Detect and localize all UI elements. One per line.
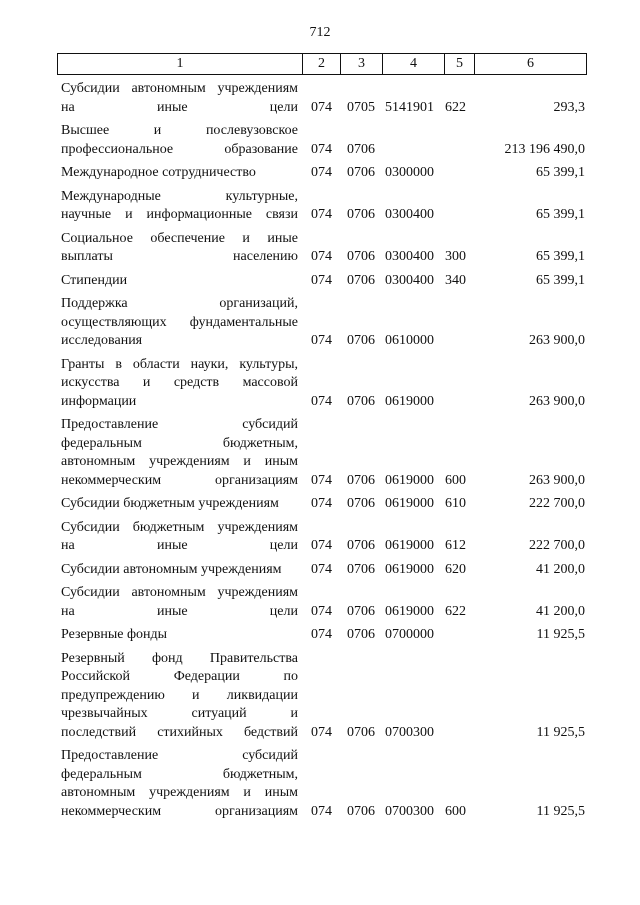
row-cell-c2: 074 (311, 496, 332, 511)
row-cell-c3: 0706 (347, 333, 375, 348)
row-cell-c2: 074 (311, 272, 332, 288)
table-body (0, 80, 640, 821)
header-col-4: 4 (383, 54, 445, 74)
row-cell-c6: 263 900,0 (529, 393, 585, 409)
row-cell-c4: 0619000 (385, 603, 434, 619)
row-cell-c2: 074 (311, 603, 332, 619)
row-cell-c6: 263 900,0 (529, 472, 585, 488)
row-description: Субсидии бюджетным учреждениям на иные цели (61, 519, 298, 553)
row-cell-c4: 0300400 (385, 249, 434, 264)
row-cell-c2: 074 (311, 141, 332, 157)
row-cell-c3: 0706 (347, 165, 375, 180)
row-cell-c5: 622 (445, 99, 466, 115)
row-description: Поддержка организаций, осуществляющих фундаментальные исследования (61, 296, 298, 348)
table-row (0, 188, 640, 225)
row-cell-c6: 11 925,5 (536, 803, 585, 819)
table-row (0, 561, 640, 580)
row-cell-c3: 0706 (347, 496, 375, 511)
table-row (0, 295, 640, 351)
row-cell-c3: 0706 (347, 603, 375, 619)
row-description: Гранты в области науки, культуры, искусства и средств массовой информации (61, 356, 298, 409)
row-cell-c2: 074 (311, 165, 332, 180)
row-cell-c6: 293,3 (553, 99, 585, 115)
table-row (0, 416, 640, 490)
row-cell-c3: 0706 (347, 141, 375, 157)
row-cell-c6: 65 399,1 (536, 249, 585, 264)
row-cell-c2: 074 (311, 393, 332, 409)
row-cell-c4: 0300000 (385, 165, 434, 180)
row-cell-c3: 0706 (347, 724, 375, 740)
row-description: Субсидии автономным учреждениям на иные цели (61, 585, 298, 619)
row-cell-c4: 0619000 (385, 538, 434, 553)
row-cell-c2: 074 (311, 724, 332, 740)
row-cell-c5: 612 (445, 538, 466, 553)
row-description: Высшее и послевузовское профессиональное образование (61, 123, 298, 157)
row-cell-c5: 340 (445, 272, 466, 288)
row-cell-c4: 0300400 (385, 207, 434, 222)
header-col-6: 6 (527, 56, 534, 71)
row-cell-c6: 11 925,5 (536, 724, 585, 740)
row-cell-c4: 0700300 (385, 803, 434, 819)
table-row (0, 495, 640, 514)
row-cell-c6: 222 700,0 (529, 538, 585, 553)
table-row (0, 747, 640, 821)
row-description: Международное сотрудничество (61, 165, 256, 180)
table-row (0, 230, 640, 267)
row-cell-c3: 0705 (347, 99, 375, 115)
table-row (0, 80, 640, 117)
row-cell-c5: 620 (445, 561, 466, 577)
row-cell-c3: 0706 (347, 803, 375, 819)
row-cell-c3: 0706 (347, 207, 375, 222)
row-cell-c2: 074 (311, 561, 332, 577)
row-cell-c4: 0700000 (385, 627, 434, 642)
row-cell-c5: 600 (445, 803, 466, 819)
row-description: Стипендии (61, 272, 128, 288)
header-col-1: 1 (58, 54, 303, 74)
row-cell-c6: 41 200,0 (536, 603, 585, 619)
row-description: Международные культурные, научные и информационные связи (61, 188, 298, 222)
row-description: Предоставление субсидий федеральным бюджетным, автономным учреждениям и иным некоммерческим организациям (61, 748, 298, 819)
row-cell-c4: 0300400 (385, 272, 434, 288)
table-row (0, 356, 640, 412)
row-description: Предоставление субсидий федеральным бюджетным, автономным учреждениям и иным некоммерческим организациям (61, 417, 298, 488)
row-cell-c3: 0706 (347, 393, 375, 409)
row-cell-c3: 0706 (347, 272, 375, 288)
row-cell-c6: 213 196 490,0 (504, 141, 585, 157)
row-cell-c5: 622 (445, 603, 466, 619)
row-description: Резервный фонд Правительства Российской Федерации по предупреждению и ликвидации чрезвычайных ситуаций и последствий стихийных бедствий (61, 650, 298, 740)
row-cell-c4: 0619000 (385, 496, 434, 511)
row-description: Субсидии бюджетным учреждениям (61, 496, 279, 511)
row-cell-c4: 0619000 (385, 561, 434, 577)
row-cell-c6: 11 925,5 (536, 627, 585, 642)
row-description: Субсидии автономным учреждениям (61, 561, 282, 577)
row-cell-c3: 0706 (347, 472, 375, 488)
table-row (0, 164, 640, 183)
row-cell-c2: 074 (311, 207, 332, 222)
row-cell-c2: 074 (311, 333, 332, 348)
row-cell-c5: 300 (445, 249, 466, 264)
table-row (0, 650, 640, 743)
row-cell-c2: 074 (311, 249, 332, 264)
row-cell-c2: 074 (311, 627, 332, 642)
row-cell-c4: 0610000 (385, 333, 434, 348)
row-cell-c2: 074 (311, 472, 332, 488)
row-cell-c6: 65 399,1 (536, 165, 585, 180)
row-cell-c6: 41 200,0 (536, 561, 585, 577)
row-cell-c2: 074 (311, 803, 332, 819)
row-cell-c3: 0706 (347, 538, 375, 553)
row-cell-c4: 0700300 (385, 724, 434, 740)
row-cell-c6: 65 399,1 (536, 207, 585, 222)
table-header (57, 53, 587, 75)
table-row (0, 519, 640, 556)
row-cell-c2: 074 (311, 99, 332, 115)
row-cell-c5: 610 (445, 496, 466, 511)
row-cell-c6: 222 700,0 (529, 496, 585, 511)
table-row (0, 272, 640, 291)
row-cell-c3: 0706 (347, 249, 375, 264)
row-description: Резервные фонды (61, 627, 168, 642)
row-cell-c4: 0619000 (385, 472, 434, 488)
row-cell-c2: 074 (311, 538, 332, 553)
row-cell-c3: 0706 (347, 561, 375, 577)
row-cell-c6: 65 399,1 (536, 272, 585, 288)
header-col-3: 3 (341, 54, 383, 74)
row-description: Субсидии автономным учреждениям на иные цели (61, 81, 298, 115)
table-row (0, 626, 640, 645)
row-cell-c4: 0619000 (385, 393, 434, 409)
row-cell-c5: 600 (445, 472, 466, 488)
table-row (0, 122, 640, 159)
row-description: Социальное обеспечение и иные выплаты населению (61, 230, 298, 264)
row-cell-c4: 5141901 (385, 99, 434, 115)
table-row (0, 584, 640, 621)
row-cell-c3: 0706 (347, 627, 375, 642)
page-number: 712 (309, 25, 331, 40)
row-cell-c6: 263 900,0 (529, 333, 585, 348)
header-col-2: 2 (303, 54, 341, 74)
header-col-5: 5 (445, 54, 475, 74)
